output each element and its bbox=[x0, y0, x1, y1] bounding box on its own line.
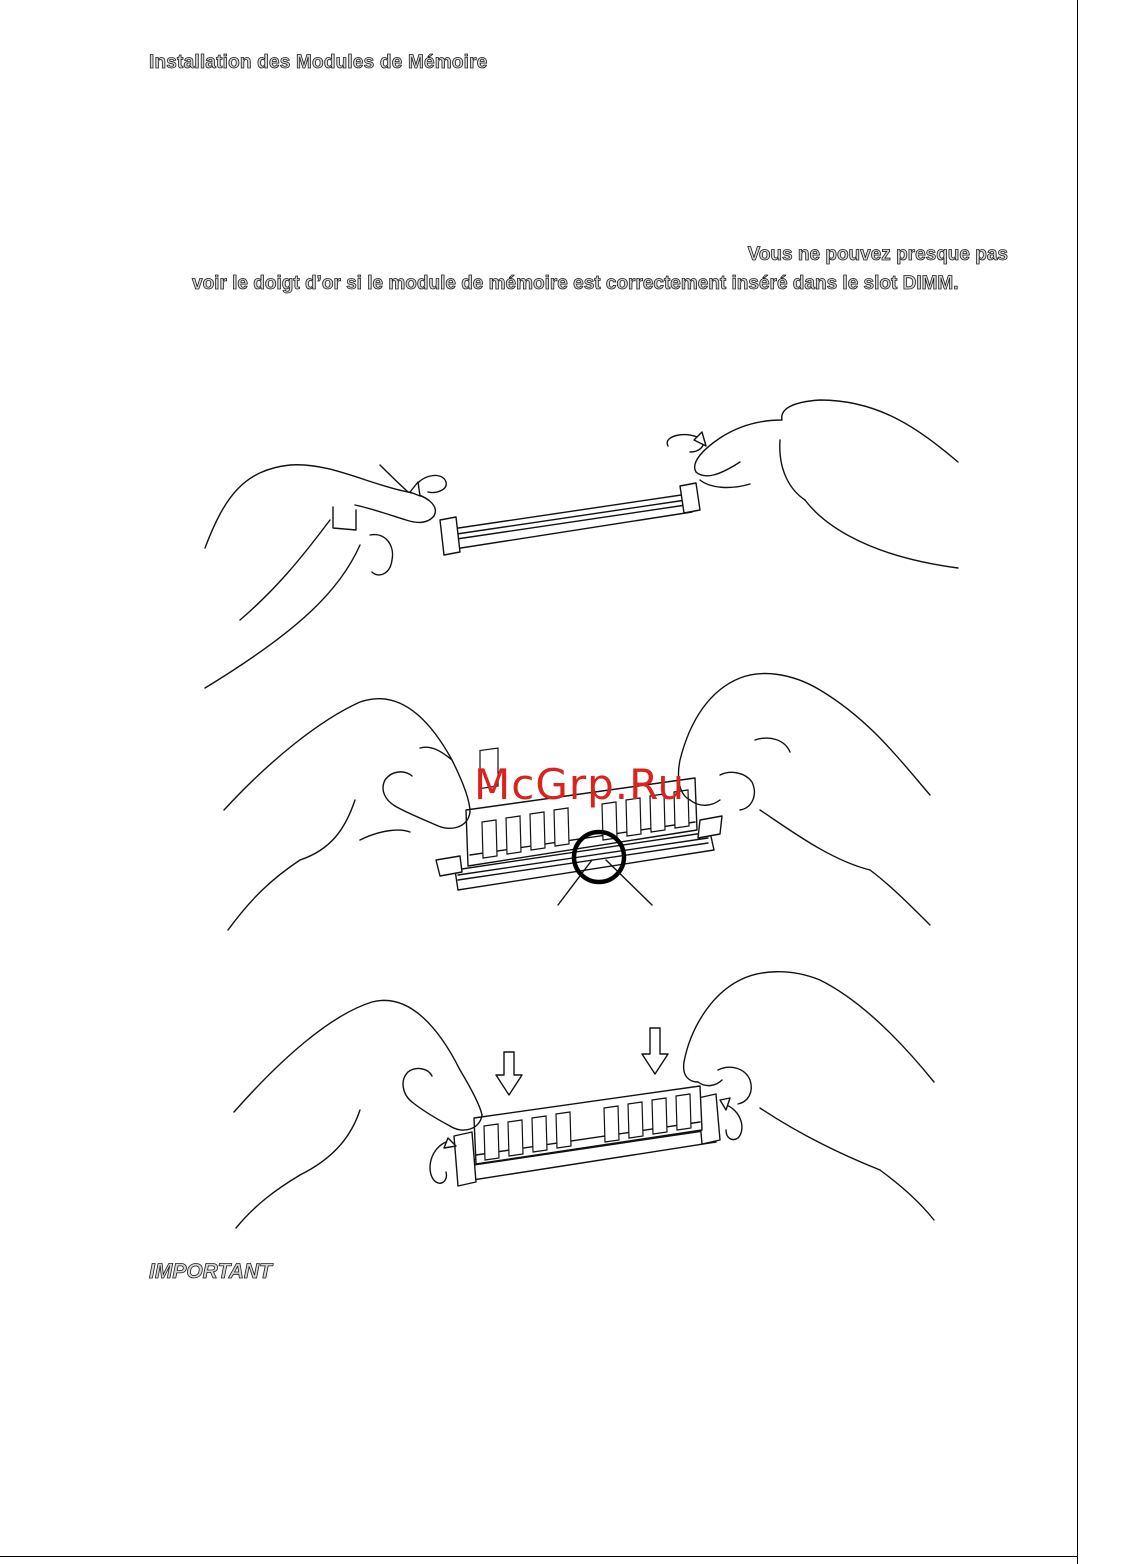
right-hand-2 bbox=[678, 674, 930, 925]
open-clips-illustration bbox=[205, 400, 958, 688]
down-arrow-left-icon bbox=[496, 1052, 522, 1095]
notch-pointer-right bbox=[606, 860, 652, 905]
watermark: McGrp.Ru bbox=[474, 760, 686, 809]
clip-close-arrowhead-right bbox=[720, 1098, 730, 1110]
left-hand-1 bbox=[205, 465, 435, 688]
right-hand-3 bbox=[684, 972, 934, 1220]
important-heading: IMPORTANT bbox=[149, 1260, 272, 1283]
arrow-head-left-1 bbox=[410, 482, 420, 496]
note-line-2: voir le doigt d’or si le module de mémoire est correctement inséré dans le slot DIMM. bbox=[192, 273, 959, 294]
note-line-1: Vous ne pouvez presque pas bbox=[747, 244, 1008, 265]
empty-dimm-slot bbox=[440, 483, 700, 555]
press-down-illustration bbox=[234, 972, 934, 1228]
down-arrow-right-icon bbox=[642, 1028, 668, 1074]
section-title: Installation des Modules de Mémoire bbox=[149, 52, 488, 73]
left-hand-3 bbox=[234, 1000, 482, 1228]
right-hand-1 bbox=[695, 400, 958, 568]
left-hand-2 bbox=[224, 699, 470, 930]
arrow-head-right-1 bbox=[694, 432, 706, 446]
